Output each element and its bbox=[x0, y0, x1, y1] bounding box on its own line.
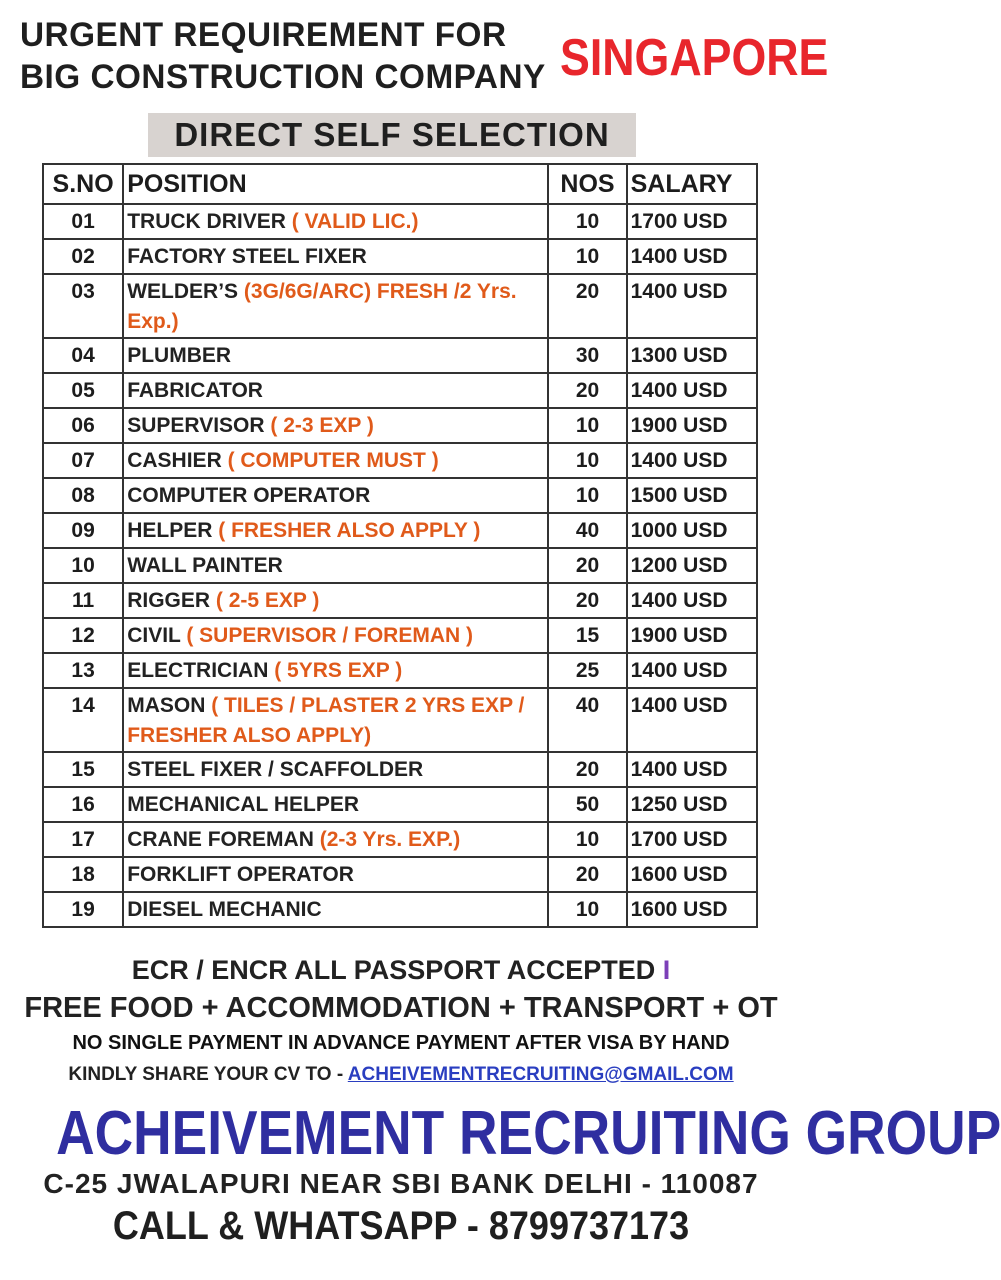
position-title: FACTORY STEEL FIXER bbox=[127, 245, 367, 268]
row-sno: 16 bbox=[43, 787, 123, 822]
row-nos: 20 bbox=[548, 583, 626, 618]
row-position bbox=[123, 822, 548, 857]
row-sno: 05 bbox=[43, 373, 123, 408]
table-row bbox=[43, 408, 757, 443]
row-sno: 08 bbox=[43, 478, 123, 513]
row-position bbox=[123, 618, 548, 653]
position-note: ( 5YRS EXP ) bbox=[268, 659, 403, 682]
table-row bbox=[43, 478, 757, 513]
header-title bbox=[20, 14, 546, 98]
table-row bbox=[43, 688, 757, 752]
row-sno: 01 bbox=[43, 204, 123, 239]
position-title: MASON bbox=[127, 694, 206, 717]
table-row bbox=[43, 548, 757, 583]
position-title: HELPER bbox=[127, 519, 213, 542]
row-position bbox=[123, 583, 548, 618]
table-row bbox=[43, 373, 757, 408]
row-salary: 1250 USD bbox=[627, 787, 757, 822]
row-nos: 25 bbox=[548, 653, 626, 688]
position-title: PLUMBER bbox=[127, 344, 232, 367]
row-position bbox=[123, 408, 548, 443]
row-nos: 20 bbox=[548, 752, 626, 787]
row-salary: 1300 USD bbox=[627, 338, 757, 373]
position-title: DIESEL MECHANIC bbox=[127, 898, 322, 921]
row-position bbox=[123, 239, 548, 274]
passport-line bbox=[0, 955, 802, 986]
passport-bar: I bbox=[662, 955, 671, 985]
position-title: FABRICATOR bbox=[127, 379, 263, 402]
row-salary: 1400 USD bbox=[627, 239, 757, 274]
row-sno: 03 bbox=[43, 274, 123, 338]
row-sno: 14 bbox=[43, 688, 123, 752]
row-sno: 12 bbox=[43, 618, 123, 653]
row-salary: 1500 USD bbox=[627, 478, 757, 513]
header-line-1: URGENT REQUIREMENT FOR bbox=[20, 16, 507, 54]
column-header-salary: SALARY bbox=[627, 164, 757, 204]
column-header-nos: NOS bbox=[548, 164, 626, 204]
position-title: CIVIL bbox=[127, 624, 181, 647]
position-title: CASHIER bbox=[127, 449, 222, 472]
position-title: ELECTRICIAN bbox=[127, 659, 269, 682]
row-salary: 1700 USD bbox=[627, 204, 757, 239]
row-nos: 10 bbox=[548, 892, 626, 927]
row-salary: 1400 USD bbox=[627, 752, 757, 787]
row-sno: 06 bbox=[43, 408, 123, 443]
row-salary: 1400 USD bbox=[627, 443, 757, 478]
cv-prefix: KINDLY SHARE YOUR CV TO - bbox=[68, 1064, 348, 1085]
row-position bbox=[123, 338, 548, 373]
position-title: WALL PAINTER bbox=[127, 554, 283, 577]
row-nos: 40 bbox=[548, 688, 626, 752]
row-sno: 09 bbox=[43, 513, 123, 548]
table-row bbox=[43, 857, 757, 892]
header-line-2: BIG CONSTRUCTION COMPANY bbox=[20, 58, 546, 96]
row-position bbox=[123, 857, 548, 892]
row-salary: 1400 USD bbox=[627, 688, 757, 752]
row-sno: 13 bbox=[43, 653, 123, 688]
position-note: (3G/6G/ARC) FRESH /2 Yrs. Exp.) bbox=[127, 280, 517, 333]
contact-line: CALL & WHATSAPP - 8799737173 bbox=[112, 1204, 690, 1248]
row-salary: 1400 USD bbox=[627, 274, 757, 338]
address-line: C-25 JWALAPURI NEAR SBI BANK DELHI - 110087 bbox=[43, 1168, 759, 1199]
row-nos: 40 bbox=[548, 513, 626, 548]
row-salary: 1400 USD bbox=[627, 653, 757, 688]
table-row bbox=[43, 274, 757, 338]
row-position bbox=[123, 892, 548, 927]
table-header-row bbox=[43, 164, 757, 204]
position-note: ( 2-5 EXP ) bbox=[210, 589, 320, 612]
passport-text: ECR / ENCR ALL PASSPORT ACCEPTED bbox=[131, 955, 656, 985]
row-sno: 07 bbox=[43, 443, 123, 478]
row-position bbox=[123, 787, 548, 822]
column-header-sno: S.NO bbox=[43, 164, 123, 204]
table-row bbox=[43, 892, 757, 927]
row-sno: 17 bbox=[43, 822, 123, 857]
table-row bbox=[43, 787, 757, 822]
row-position bbox=[123, 373, 548, 408]
row-nos: 50 bbox=[548, 787, 626, 822]
position-note: (2-3 Yrs. EXP.) bbox=[313, 828, 461, 851]
row-nos: 10 bbox=[548, 478, 626, 513]
row-sno: 04 bbox=[43, 338, 123, 373]
column-header-position: POSITION bbox=[123, 164, 548, 204]
payment-line: NO SINGLE PAYMENT IN ADVANCE PAYMENT AFTER VISA BY HAND bbox=[72, 1032, 730, 1054]
position-title: COMPUTER OPERATOR bbox=[127, 484, 371, 507]
row-position bbox=[123, 653, 548, 688]
row-nos: 10 bbox=[548, 822, 626, 857]
row-sno: 15 bbox=[43, 752, 123, 787]
location-title: SINGAPORE bbox=[560, 29, 829, 87]
row-nos: 20 bbox=[548, 857, 626, 892]
row-nos: 20 bbox=[548, 548, 626, 583]
cv-line bbox=[0, 1064, 802, 1086]
row-nos: 30 bbox=[548, 338, 626, 373]
row-nos: 15 bbox=[548, 618, 626, 653]
row-sno: 11 bbox=[43, 583, 123, 618]
row-nos: 10 bbox=[548, 204, 626, 239]
position-title: FORKLIFT OPERATOR bbox=[127, 863, 354, 886]
position-note: ( SUPERVISOR / FOREMAN ) bbox=[180, 624, 473, 647]
row-nos: 10 bbox=[548, 408, 626, 443]
position-title: RIGGER bbox=[127, 589, 211, 612]
position-title: WELDER’S bbox=[127, 280, 239, 303]
row-salary: 1600 USD bbox=[627, 857, 757, 892]
row-position bbox=[123, 274, 548, 338]
row-position bbox=[123, 752, 548, 787]
row-salary: 1400 USD bbox=[627, 583, 757, 618]
table-row bbox=[43, 583, 757, 618]
row-salary: 1200 USD bbox=[627, 548, 757, 583]
table-row bbox=[43, 822, 757, 857]
position-title: STEEL FIXER / SCAFFOLDER bbox=[127, 758, 424, 781]
company-name: ACHEIVEMENT RECRUITING GROUP bbox=[56, 1099, 1001, 1168]
table-row bbox=[43, 338, 757, 373]
row-nos: 10 bbox=[548, 443, 626, 478]
row-sno: 02 bbox=[43, 239, 123, 274]
position-title: SUPERVISOR bbox=[127, 414, 265, 437]
row-position bbox=[123, 204, 548, 239]
row-nos: 10 bbox=[548, 239, 626, 274]
row-position bbox=[123, 478, 548, 513]
row-nos: 20 bbox=[548, 373, 626, 408]
position-title: CRANE FOREMAN bbox=[127, 828, 314, 851]
row-position bbox=[123, 513, 548, 548]
row-salary: 1900 USD bbox=[627, 408, 757, 443]
jobs-table-body bbox=[43, 204, 757, 927]
position-note: ( FRESHER ALSO APPLY ) bbox=[212, 519, 481, 542]
position-note: ( TILES / PLASTER 2 YRS EXP / FRESHER ALSO APPLY) bbox=[127, 694, 525, 747]
position-note: ( 2-3 EXP ) bbox=[264, 414, 374, 437]
email-link[interactable]: ACHEIVEMENTRECRUITING@GMAIL.COM bbox=[347, 1064, 734, 1085]
row-salary: 1400 USD bbox=[627, 373, 757, 408]
position-note: ( COMPUTER MUST ) bbox=[221, 449, 439, 472]
row-position bbox=[123, 548, 548, 583]
table-row bbox=[43, 443, 757, 478]
position-title: TRUCK DRIVER bbox=[127, 210, 286, 233]
table-row bbox=[43, 752, 757, 787]
row-salary: 1600 USD bbox=[627, 892, 757, 927]
table-row bbox=[43, 204, 757, 239]
table-row bbox=[43, 239, 757, 274]
row-sno: 19 bbox=[43, 892, 123, 927]
table-row bbox=[43, 653, 757, 688]
row-sno: 10 bbox=[43, 548, 123, 583]
row-salary: 1000 USD bbox=[627, 513, 757, 548]
table-row bbox=[43, 513, 757, 548]
row-position bbox=[123, 443, 548, 478]
jobs-table bbox=[42, 163, 758, 928]
position-note: ( VALID LIC.) bbox=[285, 210, 419, 233]
row-salary: 1900 USD bbox=[627, 618, 757, 653]
row-sno: 18 bbox=[43, 857, 123, 892]
row-salary: 1700 USD bbox=[627, 822, 757, 857]
selection-subtitle: DIRECT SELF SELECTION bbox=[148, 113, 636, 157]
position-title: MECHANICAL HELPER bbox=[127, 793, 360, 816]
row-nos: 20 bbox=[548, 274, 626, 338]
benefits-line: FREE FOOD + ACCOMMODATION + TRANSPORT + OT bbox=[24, 992, 778, 1024]
table-row bbox=[43, 618, 757, 653]
row-position bbox=[123, 688, 548, 752]
